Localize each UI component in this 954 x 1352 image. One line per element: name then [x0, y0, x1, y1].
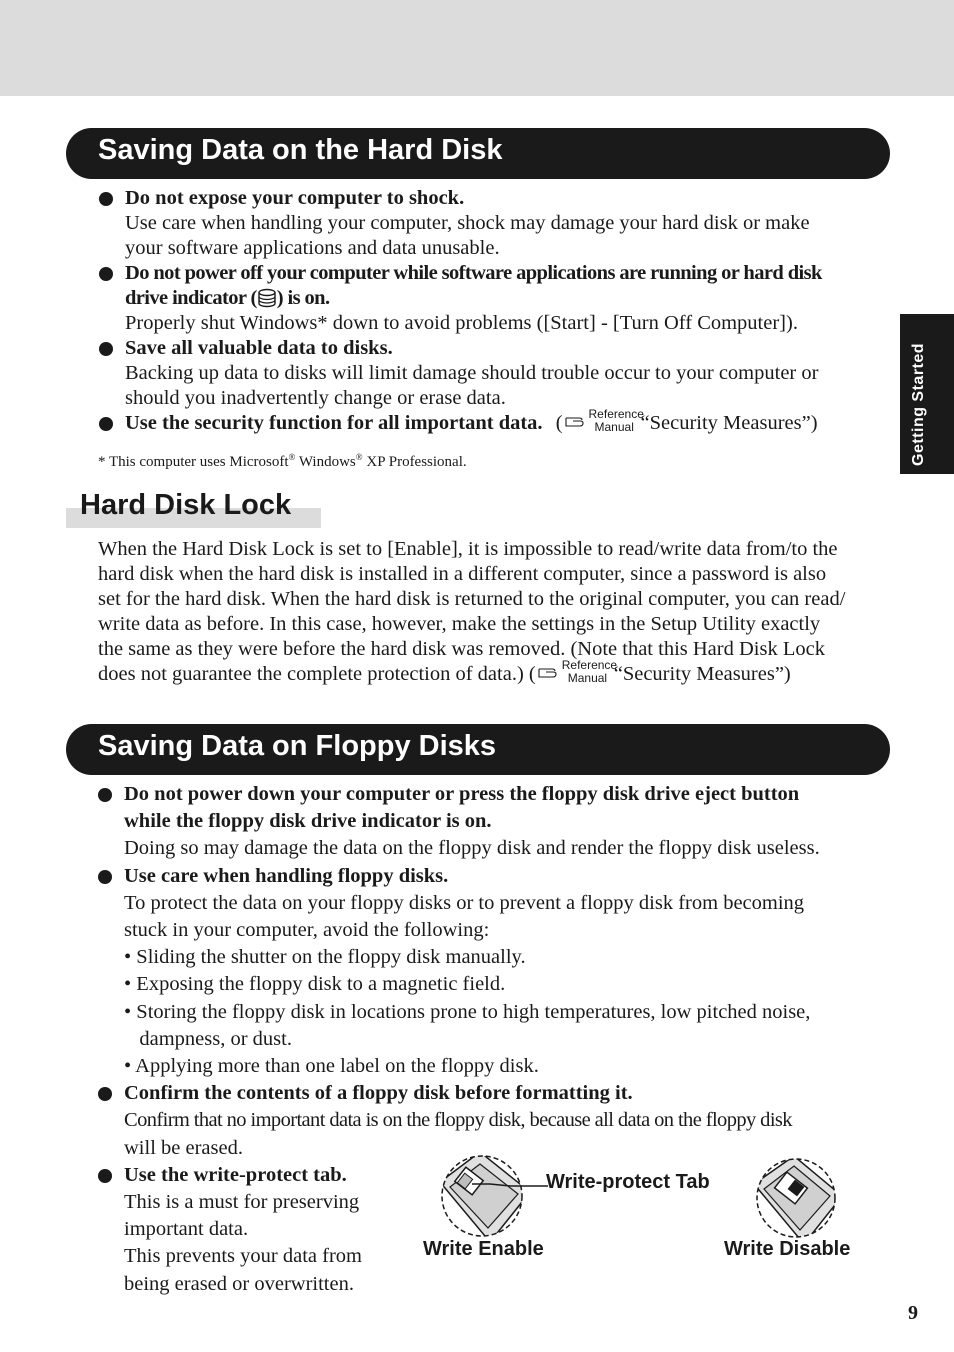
- item-body: Doing so may damage the data on the floppy disk and render the floppy disk useless.: [124, 837, 820, 860]
- item-body: should you inadvertently change or erase data.: [125, 387, 506, 409]
- bullet-icon: [98, 870, 112, 884]
- item-body: Backing up data to disks will limit damage should trouble occur to your computer or: [125, 362, 819, 384]
- list-item: [125, 261, 895, 336]
- reference-manual-icon: Reference Manual: [536, 662, 614, 684]
- item-heading: Do not expose your computer to shock.: [125, 187, 465, 209]
- section-title: Saving Data on Floppy Disks: [98, 730, 497, 762]
- section-title: Saving Data on the Hard Disk: [98, 134, 503, 166]
- list-item: [124, 1162, 394, 1298]
- bullet-icon: [99, 417, 113, 431]
- item-heading: Use care when handling floppy disks.: [124, 864, 449, 887]
- section-heading-hard-disk-lock: [66, 489, 321, 528]
- item-heading: Use the write-protect tab.: [124, 1163, 347, 1186]
- item-body: Properly shut Windows* down to avoid problems ([Start] - [Turn Off Computer]).: [125, 312, 798, 334]
- bullet-icon: [99, 267, 113, 281]
- sub-list-item: • Sliding the shutter on the floppy disk manually.: [124, 946, 526, 969]
- item-body: This is a must for preserving: [124, 1191, 360, 1214]
- write-disable-label: Write Disable: [724, 1238, 851, 1260]
- hard-disk-list: [125, 186, 895, 436]
- write-enable-label: Write Enable: [423, 1238, 544, 1260]
- list-item: [125, 336, 895, 411]
- list-item: [125, 186, 895, 261]
- item-heading: Do not power off your computer while software applications are running or hard disk: [125, 262, 822, 284]
- item-heading: Save all valuable data to disks.: [125, 337, 393, 359]
- item-heading: Do not power down your computer or press the floppy disk drive eject button: [124, 783, 800, 805]
- item-body: This prevents your data from: [124, 1245, 362, 1268]
- bullet-icon: [99, 192, 113, 206]
- footnote: * This computer uses Microsoft® Windows® XP Professional.: [98, 452, 467, 470]
- section-heading-hard-disk: [66, 128, 890, 179]
- reference-manual-icon: Reference Manual: [563, 411, 641, 433]
- item-body: will be erased.: [124, 1136, 243, 1159]
- hard-disk-indicator-icon: [257, 288, 277, 308]
- page-number: 9: [908, 1302, 918, 1324]
- sub-list-item: • Applying more than one label on the floppy disk.: [124, 1055, 539, 1078]
- bullet-icon: [98, 1169, 112, 1183]
- item-heading: while the floppy disk drive indicator is on.: [124, 810, 492, 833]
- item-heading: Use the security function for all important data.: [125, 412, 543, 434]
- section-heading-floppy: [66, 724, 890, 775]
- header-band: [0, 0, 954, 96]
- list-item: [124, 863, 896, 1081]
- side-tab: [900, 314, 954, 474]
- callout-line: [470, 1170, 550, 1190]
- side-tab-label: Getting Started: [910, 342, 927, 466]
- sub-list-item: • Storing the floppy disk in locations prone to high temperatures, low pitched noise,: [124, 1000, 811, 1023]
- item-body: stuck in your computer, avoid the following:: [124, 919, 490, 942]
- list-item: [124, 1080, 896, 1162]
- bullet-icon: [99, 342, 113, 356]
- section-title: Hard Disk Lock: [80, 489, 292, 521]
- item-heading: Confirm the contents of a floppy disk before formatting it.: [124, 1082, 633, 1105]
- write-protect-tab-label: Write-protect Tab: [546, 1171, 710, 1193]
- sub-list-item: dampness, or dust.: [124, 1027, 292, 1050]
- item-body: To protect the data on your floppy disks or to prevent a floppy disk from becoming: [124, 891, 805, 914]
- item-body: Confirm that no important data is on the floppy disk, because all data on the floppy disk: [124, 1109, 792, 1132]
- item-body: being erased or overwritten.: [124, 1272, 354, 1295]
- list-item: Use the security function for all important data. ( Reference Manual “Security Measures”): [125, 411, 895, 436]
- write-enable-illustration: [440, 1152, 530, 1242]
- item-body: your software applications and data unusable.: [125, 237, 500, 259]
- bullet-icon: [98, 1087, 112, 1101]
- item-body: important data.: [124, 1218, 249, 1241]
- item-heading: drive indicator ( ) is on.: [125, 287, 330, 309]
- hard-disk-lock-paragraph: When the Hard Disk Lock is set to [Enable], it is impossible to read/write data from/to the hard disk when the hard disk is installed in a different computer, since a password is also set for the hard disk. When the hard disk is returned to the original computer, you can read/ write data as before. In this case, however, make the settings in the Setup Utility exactly the same as they were before the hard disk was removed. (Note that this Hard Disk Lock does not guarantee the complete protection of data.) ( Reference Manual “Security Measures”): [98, 538, 846, 685]
- write-disable-illustration: [754, 1156, 842, 1244]
- item-body: Use care when handling your computer, shock may damage your hard disk or make: [125, 212, 810, 234]
- sub-list-item: • Exposing the floppy disk to a magnetic field.: [124, 973, 506, 996]
- bullet-icon: [98, 788, 112, 802]
- list-item: [124, 781, 896, 863]
